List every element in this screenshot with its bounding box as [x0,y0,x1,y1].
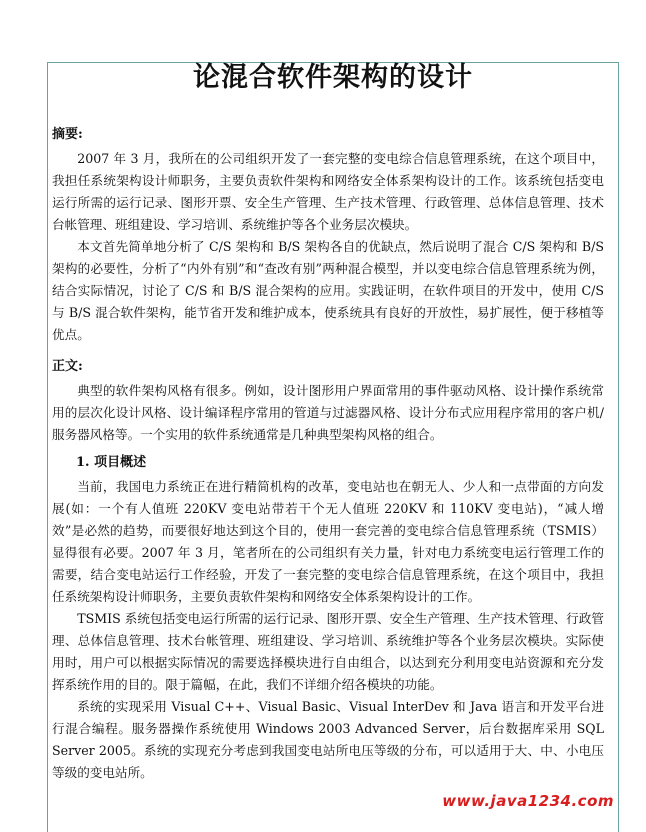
section-paragraph: 系统的实现采用 Visual C++、Visual Basic、Visual InterDev 和 Java 语言和开发平台进行混合编程。服务器操作系统使用 Windows 2003 Advanced Server，后台数据库采用 SQL Server 2005。系统的实现充分考虑到我国变电站所电压等级的分布，可以适用于大、中、小电压等级的变电站所。 [52,699,604,780]
section-paragraph: 当前，我国电力系统正在进行精简机构的改革，变电站也在朝无人、少人和一点带面的方向发展(如：一个有人值班 220KV 变电站带若干个无人值班 220KV 和 110KV 变电站)，“减人增效”是必然的趋势，而要很好地达到这个目的，使用一套完善的变电综合信息管理系统（TSMIS）显得很有必要。2007 年 3 月，笔者所在的公司组织有关力量，针对电力系统变电运行管理工作的需要，结合变电站运行工作经验，开发了一套完整的变电综合信息管理系统，在这个项目中，我担任系统架构设计师职务，主要负责软件架构和网络安全体系架构设计的工作。 [52,479,604,604]
section-paragraph: TSMIS 系统包括变电运行所需的运行记录、图形开票、安全生产管理、生产技术管理、行政管理、总体信息管理、技术台帐管理、班组建设、学习培训、系统维护等各个业务层次模块。实际使用时，用户可以根据实际情况的需要选择模块进行自由组合，以达到充分利用变电站资源和充分发挥系统作用的目的。限于篇幅，在此，我们不详细介绍各模块的功能。 [52,611,604,692]
section-heading: 1. 项目概述 [76,455,147,470]
watermark: www.java1234.com [442,792,614,810]
document-title: 论混合软件架构的设计 [193,62,473,93]
body-paragraph: 典型的软件架构风格有很多。例如，设计图形用户界面常用的事件驱动风格、设计操作系统常用的层次化设计风格、设计编译程序常用的管道与过滤器风格、设计分布式应用程序常用的客户机/服务器风格等。一个实用的软件系统通常是几种典型架构风格的组合。 [52,383,604,442]
abstract-heading: 摘要: [52,127,83,142]
document-body [52,126,604,784]
abstract-paragraph: 本文首先简单地分析了 C/S 架构和 B/S 架构各自的优缺点，然后说明了混合 C/S 架构和 B/S 架构的必要性，分析了“内外有别”和“查改有别”两种混合模型，并以变电综合信息管理系统为例，结合实际情况，讨论了 C/S 和 B/S 混合架构的应用。实践证明，在软件项目的开发中，使用 C/S 与 B/S 混合软件架构，能节省开发和维护成本，使系统具有良好的开放性，易扩展性，便于移植等优点。 [52,239,604,342]
body-heading: 正文: [52,359,83,374]
abstract-paragraph: 2007 年 3 月，我所在的公司组织开发了一套完整的变电综合信息管理系统，在这个项目中，我担任系统架构设计师职务，主要负责软件架构和网络安全体系架构设计的工作。该系统包括变电运行所需的运行记录、图形开票、安全生产管理、生产技术管理、行政管理、总体信息管理、技术台帐管理、班组建设、学习培训、系统维护等各个业务层次模块。 [52,151,604,232]
